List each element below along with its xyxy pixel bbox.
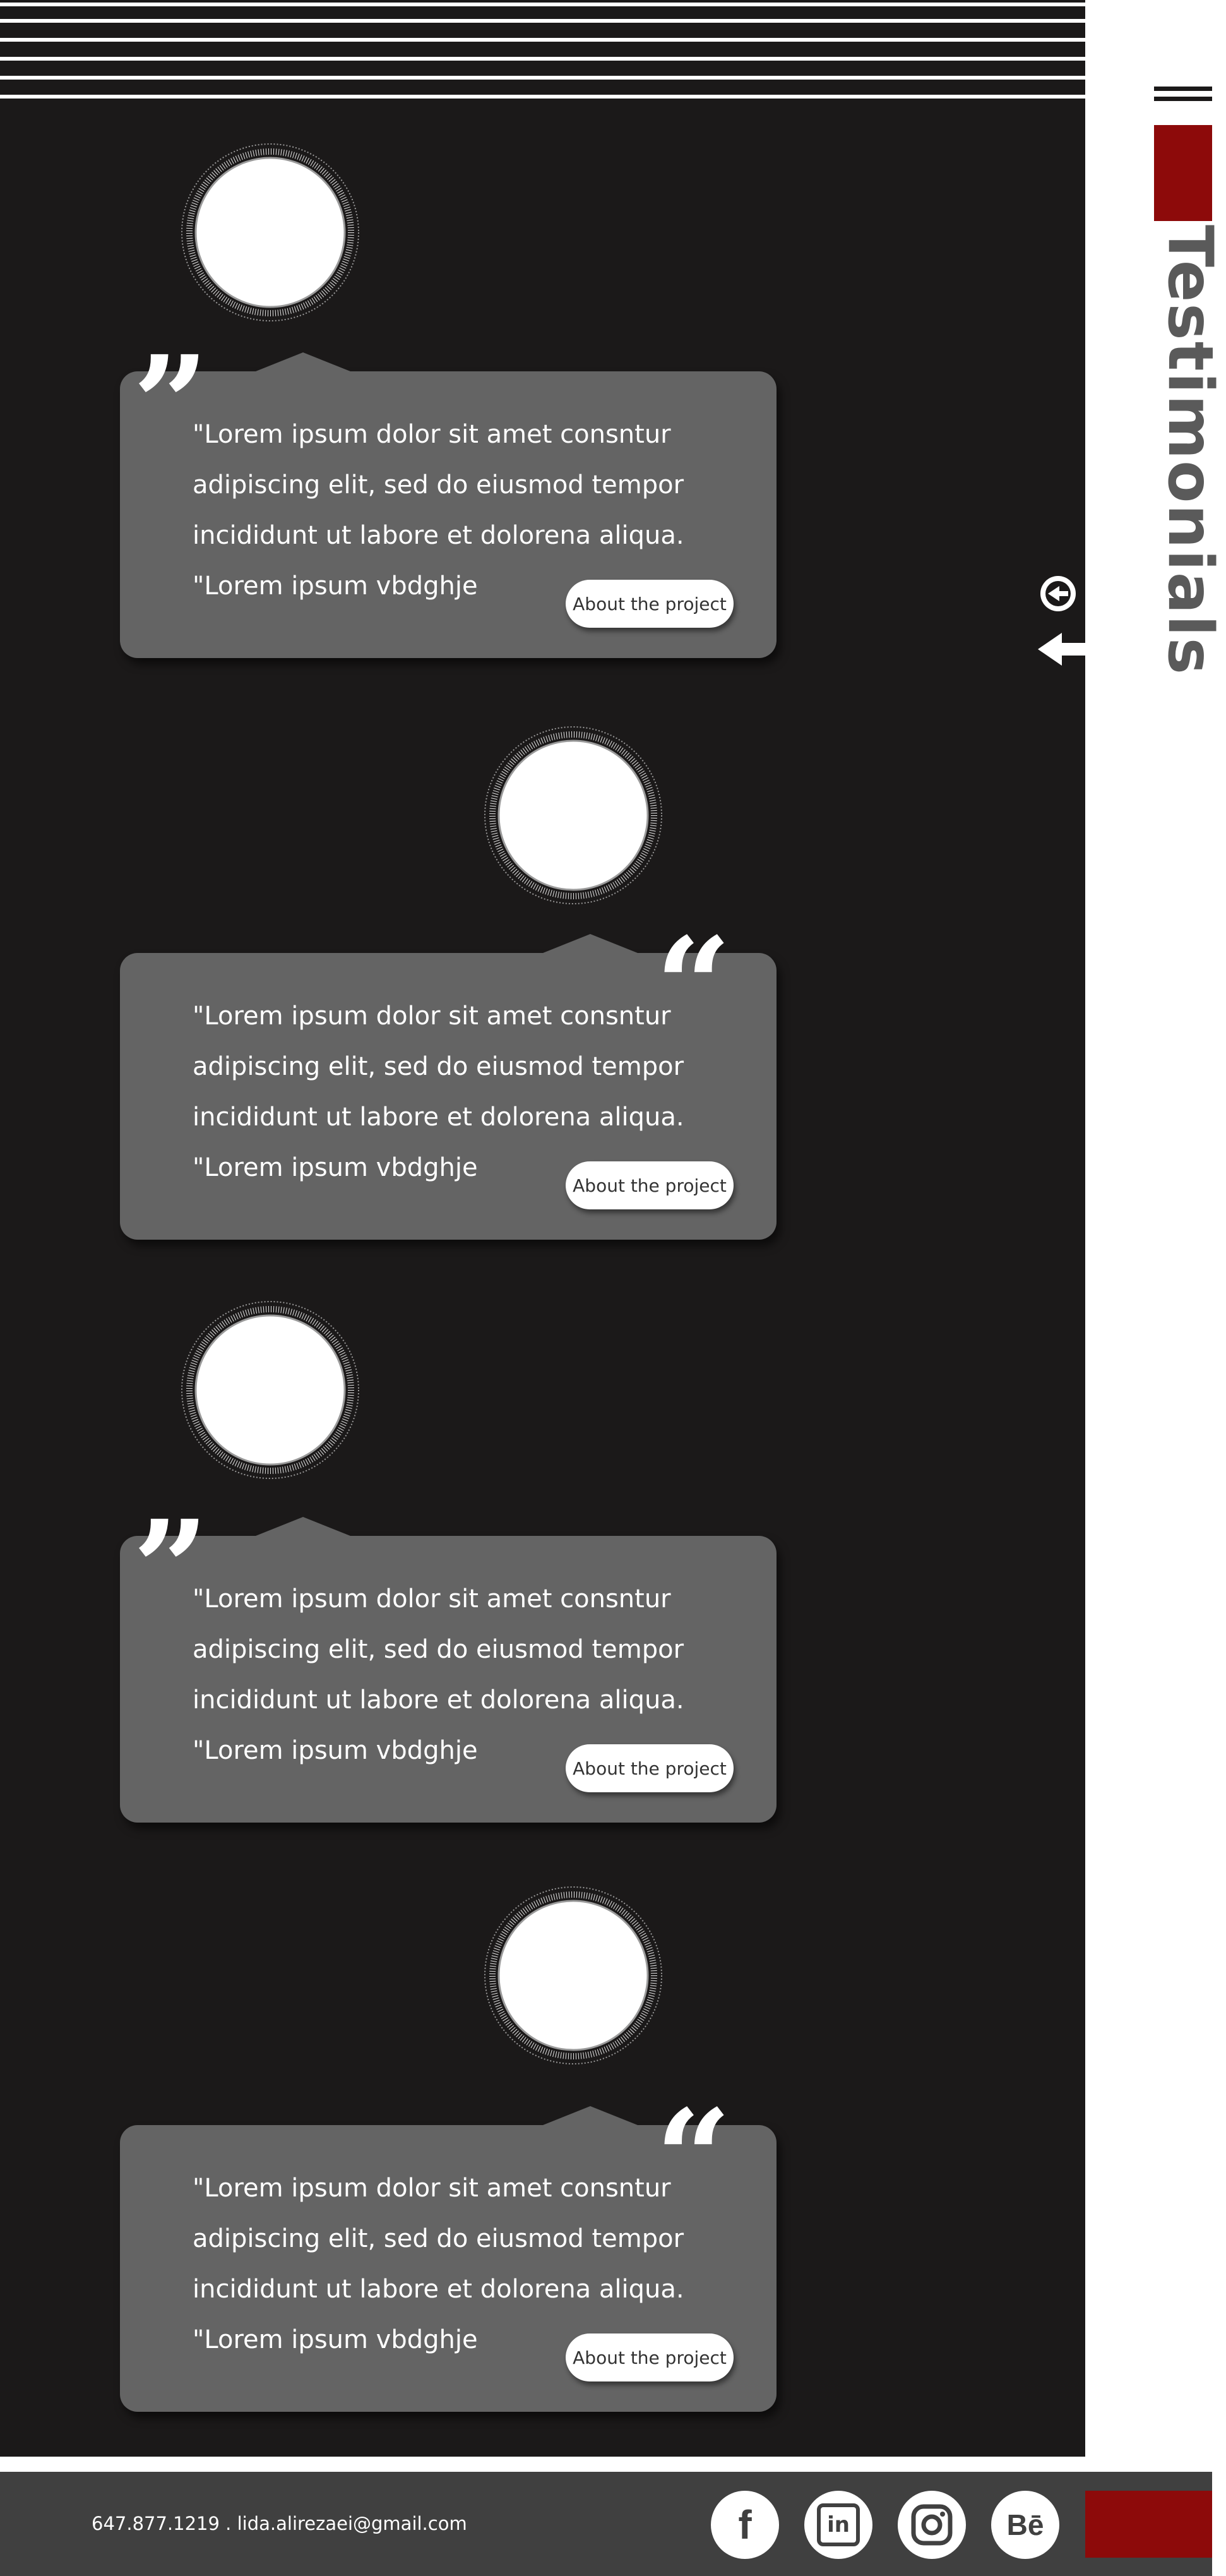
quote-icon: “ (655, 908, 732, 1064)
stripe (0, 95, 1085, 99)
testimonial-text: "Lorem ipsum dolor sit amet consntur adipiscing elit, sed do eiusmod tempor incididunt ut labore et dolorena aliqua. "Lorem ipsum vbdghje (193, 420, 684, 601)
facebook-glyph: f (738, 2502, 752, 2548)
contact-info: 647.877.1219 . lida.alirezaei@gmail.com (92, 2513, 467, 2534)
testimonial-card (120, 2080, 777, 2412)
back-arrow-icon[interactable] (1034, 568, 1086, 669)
instagram-icon[interactable] (898, 2491, 966, 2559)
quote-icon: ” (133, 326, 209, 482)
behance-icon[interactable] (991, 2491, 1059, 2559)
about-project-button[interactable]: About the project (566, 1161, 734, 1209)
instagram-glyph (911, 2504, 953, 2546)
testimonial-text: "Lorem ipsum dolor sit amet consntur adipiscing elit, sed do eiusmod tempor incididunt ut labore et dolorena aliqua. "Lorem ipsum vbdghje (193, 2174, 684, 2354)
stripe (0, 19, 1085, 23)
avatar (492, 1895, 654, 2056)
testimonial-text: "Lorem ipsum dolor sit amet consntur adipiscing elit, sed do eiusmod tempor incididunt ut labore et dolorena aliqua. "Lorem ipsum vbdghje (193, 1002, 684, 1182)
about-project-button[interactable]: About the project (566, 580, 734, 628)
testimonial-card (120, 1491, 777, 1823)
facebook-icon[interactable] (711, 2491, 779, 2559)
bubble-pointer (540, 934, 641, 954)
footer-accent (1085, 2491, 1212, 2558)
testimonial-text: "Lorem ipsum dolor sit amet consntur adipiscing elit, sed do eiusmod tempor incididunt ut labore et dolorena aliqua. "Lorem ipsum vbdghje (193, 1585, 684, 1765)
stripe (0, 76, 1085, 80)
stripe (0, 3, 1085, 6)
avatar (189, 1309, 351, 1471)
bubble-pointer (253, 1517, 354, 1537)
stripe (0, 38, 1085, 42)
stripe (0, 57, 1085, 61)
footer (0, 2472, 1212, 2576)
about-project-button[interactable]: About the project (566, 1744, 734, 1792)
quote-icon: “ (655, 2080, 732, 2236)
about-project-button[interactable]: About the project (566, 2333, 734, 2381)
bubble-pointer (540, 2106, 641, 2126)
linkedin-icon[interactable] (804, 2491, 872, 2559)
page-title: Testimonials (1154, 225, 1226, 676)
quote-icon: ” (133, 1491, 209, 1647)
menu-icon[interactable] (1154, 87, 1212, 107)
header-stripes (0, 0, 1085, 101)
avatar (492, 734, 654, 896)
bubble-pointer (253, 352, 354, 373)
avatar (189, 152, 351, 313)
testimonial-card (120, 326, 777, 658)
behance-glyph: Bē (1006, 2508, 1044, 2541)
linkedin-glyph: in (817, 2503, 860, 2546)
testimonial-card (120, 908, 777, 1240)
accent-block (1154, 125, 1212, 221)
